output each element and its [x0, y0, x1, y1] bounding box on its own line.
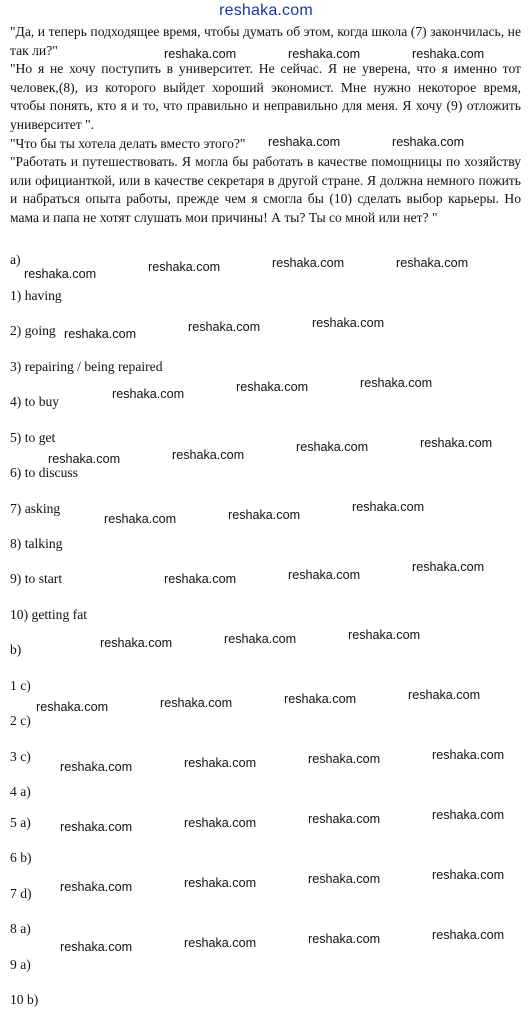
answer-item: 5) to get	[10, 430, 56, 445]
answer-item: 6 b)	[10, 850, 32, 865]
watermark: reshaka.com	[432, 808, 505, 822]
site-watermark-header: reshaka.com	[219, 2, 313, 19]
watermark: reshaka.com	[24, 267, 97, 281]
watermark: reshaka.com	[224, 632, 297, 646]
answer-item: 4 a)	[10, 784, 31, 799]
watermark: reshaka.com	[184, 816, 257, 830]
watermark: reshaka.com	[228, 508, 301, 522]
watermark: reshaka.com	[420, 436, 493, 450]
watermark: reshaka.com	[308, 812, 381, 826]
watermark: reshaka.com	[60, 880, 133, 894]
watermark: reshaka.com	[164, 47, 237, 61]
answer-item: 6) to discuss	[10, 465, 78, 480]
answer-item: 7 d)	[10, 886, 32, 901]
watermark: reshaka.com	[64, 327, 137, 341]
watermark: reshaka.com	[236, 380, 309, 394]
answer-item: 10 b)	[10, 992, 39, 1007]
answer-item: 8) talking	[10, 536, 63, 551]
watermark: reshaka.com	[272, 256, 345, 270]
watermark: reshaka.com	[308, 872, 381, 886]
watermark: reshaka.com	[432, 928, 505, 942]
answer-item: 1) having	[10, 288, 62, 303]
answer-item: b)	[10, 642, 22, 657]
watermark: reshaka.com	[308, 932, 381, 946]
watermark: reshaka.com	[104, 512, 177, 526]
watermark: reshaka.com	[432, 868, 505, 882]
watermark: reshaka.com	[36, 700, 109, 714]
watermark: reshaka.com	[432, 748, 505, 762]
watermark: reshaka.com	[60, 940, 133, 954]
watermark: reshaka.com	[160, 696, 233, 710]
answer-item: 9) to start	[10, 571, 63, 586]
watermark: reshaka.com	[48, 452, 121, 466]
watermark: reshaka.com	[312, 316, 385, 330]
answer-item: 3 c)	[10, 749, 31, 764]
answer-item: 3) repairing / being repaired	[10, 359, 163, 374]
watermark: reshaka.com	[396, 256, 469, 270]
watermark: reshaka.com	[184, 756, 257, 770]
answer-item: 9 a)	[10, 957, 31, 972]
watermark: reshaka.com	[164, 572, 237, 586]
watermark: reshaka.com	[172, 448, 245, 462]
answer-item: 2 c)	[10, 713, 31, 728]
watermark: reshaka.com	[60, 760, 133, 774]
watermark: reshaka.com	[296, 440, 369, 454]
watermark: reshaka.com	[308, 752, 381, 766]
paragraph: "Да, и теперь подходящее время, чтобы думать об этом, когда школа (7) закончилась, не так ли?"	[10, 24, 521, 58]
paragraph: "Но я не хочу поступить в университет. Не сейчас. Я не уверена, что я именно тот человек,(8), из которого выйдет хороший экономист. Мне нужно некоторое время, чтобы понять, кто я и то, что правильно и неправильно для меня. Я хочу (9) отложить университет ".	[10, 61, 521, 132]
watermark: reshaka.com	[284, 692, 357, 706]
paragraph: "Что бы ты хотела делать вместо этого?"	[10, 135, 246, 151]
watermark: reshaka.com	[100, 636, 173, 650]
watermark: reshaka.com	[112, 387, 185, 401]
watermark: reshaka.com	[184, 876, 257, 890]
watermark: reshaka.com	[392, 135, 465, 149]
answer-item: 8 a)	[10, 921, 31, 936]
answer-item: 2) going	[10, 323, 56, 338]
watermark: reshaka.com	[188, 320, 261, 334]
answer-item: 5 a)	[10, 815, 31, 830]
watermark: reshaka.com	[408, 688, 481, 702]
watermark: reshaka.com	[412, 47, 485, 61]
watermark: reshaka.com	[288, 568, 361, 582]
watermark: reshaka.com	[184, 936, 257, 950]
answer-item: 7) asking	[10, 501, 61, 516]
answer-item: 4) to buy	[10, 394, 60, 409]
watermark: reshaka.com	[352, 500, 425, 514]
watermark: reshaka.com	[60, 820, 133, 834]
paragraph: "Работать и путешествовать. Я могла бы работать в качестве помощницы по хозяйству или официанткой, или в качестве секретаря в другой стране. Я должна немного пожить и набраться опыта работы, прежде чем я смогла бы (10) сделать выбор карьеры. Но мама и папа не хотят слушать мои причины! А ты? Ты со мной или нет? "	[10, 154, 521, 225]
watermark: reshaka.com	[288, 47, 361, 61]
answer-item: 1 c)	[10, 678, 31, 693]
answer-item: a)	[10, 252, 21, 267]
answer-item: 10) getting fat	[10, 607, 88, 622]
watermark: reshaka.com	[348, 628, 421, 642]
watermark: reshaka.com	[360, 376, 433, 390]
watermark: reshaka.com	[268, 135, 341, 149]
watermark: reshaka.com	[148, 260, 221, 274]
watermark: reshaka.com	[412, 560, 485, 574]
